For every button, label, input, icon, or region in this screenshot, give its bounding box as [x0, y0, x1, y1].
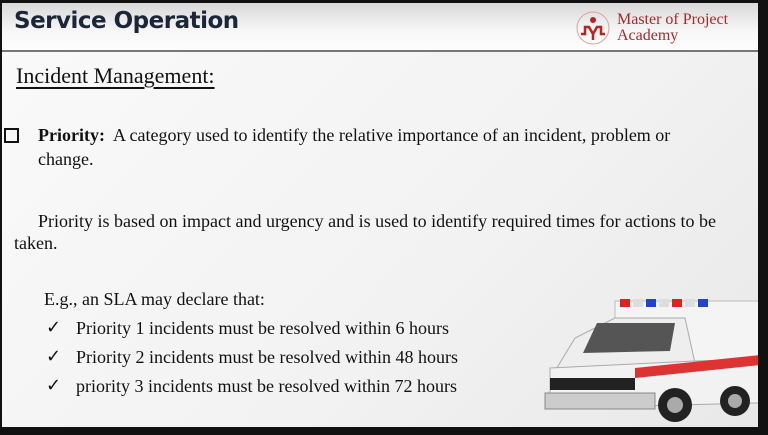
slide-header	[2, 3, 758, 52]
section-heading: Incident Management:	[16, 63, 215, 88]
priority-definition-text: A category used to identify the relative importance of an incident, problem or	[112, 125, 671, 145]
logo-text-line1: Master of Project	[617, 11, 729, 28]
priority-definition	[38, 125, 670, 146]
academy-logo	[575, 10, 728, 46]
priority-basis-line2: taken.	[14, 233, 58, 253]
slide	[2, 3, 758, 427]
ambulance-image	[535, 293, 758, 427]
example-item-3: priority 3 incidents must be resolved within 72 hours	[76, 376, 457, 396]
slide-title: Service Operation	[14, 8, 239, 34]
checkmark-icon: ✓	[46, 375, 62, 396]
example-item-1: Priority 1 incidents must be resolved within 6 hours	[76, 318, 449, 338]
priority-definition-cont: change.	[38, 149, 94, 169]
priority-basis-line1: Priority is based on impact and urgency and is used to identify required times for actions to be	[38, 211, 717, 231]
checkmark-icon: ✓	[46, 317, 62, 338]
example-item-2: Priority 2 incidents must be resolved within 48 hours	[76, 347, 458, 367]
priority-term: Priority:	[38, 125, 105, 145]
example-intro: E.g., an SLA may declare that:	[44, 289, 265, 309]
checkbox-bullet-icon	[4, 128, 19, 143]
checkmark-icon: ✓	[46, 346, 62, 367]
logo-text-line2: Academy	[617, 27, 679, 44]
logo-icon	[575, 10, 611, 46]
